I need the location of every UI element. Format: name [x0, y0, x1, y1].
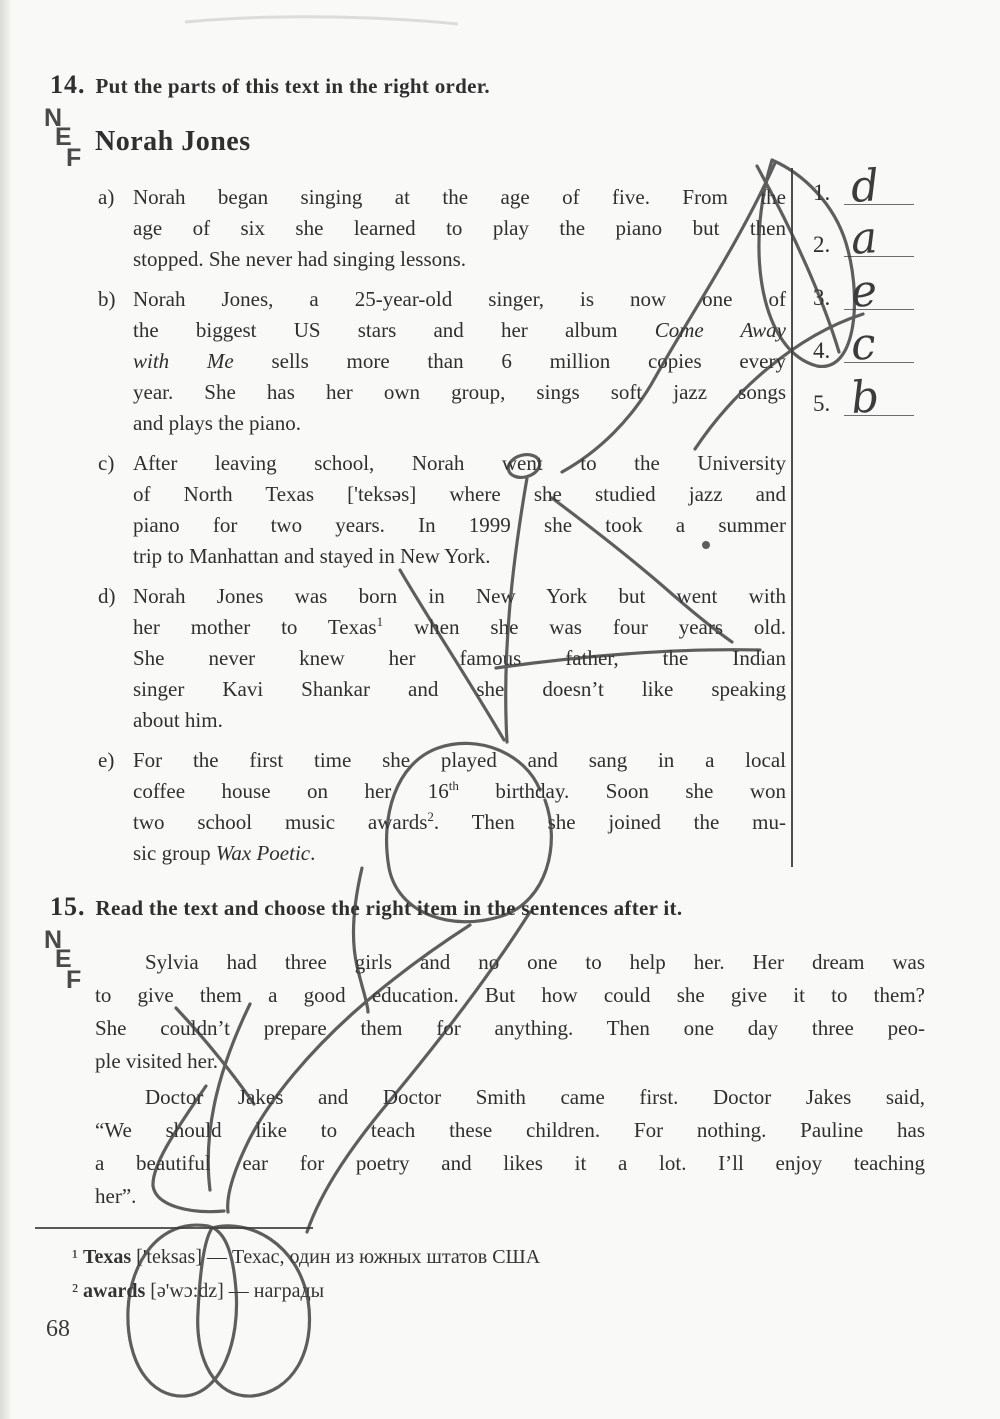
footnote-rule — [35, 1227, 313, 1229]
nef-letter-f: F — [66, 966, 82, 994]
text-line: piano for two years. In 1999 she took a summer — [133, 513, 786, 537]
text-line: her mother to Texas$^1$ when she was four years old. — [133, 614, 786, 639]
story-paragraph — [95, 946, 925, 1078]
text-part-a — [98, 182, 786, 275]
footnote-awards: ² awards [ə'wɔ:dz] — награды — [72, 1280, 325, 1302]
part-text — [133, 284, 786, 439]
text-line: about him. — [133, 708, 223, 732]
text-line: age of six she learned to play the piano but then — [133, 216, 786, 240]
nef-logo — [44, 106, 90, 180]
answer-number: 4. — [813, 338, 831, 363]
text-line: She never knew her famous father, the Indian — [133, 646, 786, 670]
text-line: the biggest US stars and her album Come Away — [133, 318, 786, 342]
text-line: stopped. She never had singing lessons. — [133, 247, 467, 271]
story-heading: Norah Jones — [95, 126, 251, 157]
answer-number: 5. — [813, 391, 831, 416]
text-line: For the first time she played and sang in a local — [133, 748, 786, 772]
answer-number: 2. — [813, 232, 831, 257]
exercise15-number: 15. — [50, 892, 86, 921]
nef-letter-n: N — [44, 926, 63, 954]
part-label: e) — [98, 748, 115, 772]
part-label: b) — [98, 287, 116, 311]
text-line: her”. — [95, 1184, 137, 1208]
story-paragraph — [95, 1081, 925, 1213]
exercise15-story — [95, 946, 925, 1216]
text-line: of North Texas ['teksəs] where she studied jazz and — [133, 482, 786, 506]
text-part-c — [98, 448, 786, 572]
text-line: two school music awards$^2$. Then she joined the mu- — [133, 809, 786, 834]
part-text — [133, 745, 786, 869]
answer-number: 3. — [813, 285, 831, 310]
scan-edge-shade — [0, 0, 12, 1419]
answers-divider-rule — [791, 168, 793, 867]
part-text — [133, 581, 786, 736]
text-line: Norah began singing at the age of five. From the — [133, 185, 786, 209]
exercise15-header — [50, 892, 682, 922]
text-line: year. She has her own group, sings soft jazz songs — [133, 380, 786, 404]
text-line: “We should like to teach these children. For nothing. Pauline has — [95, 1118, 925, 1142]
text-part-e — [98, 745, 786, 869]
part-label: c) — [98, 451, 115, 475]
text-line: trip to Manhattan and stayed in New York. — [133, 544, 491, 568]
handwritten-letter: a — [849, 212, 879, 265]
text-line: Norah Jones was born in New York but went with — [133, 584, 786, 608]
text-line: After leaving school, Norah went to the University — [133, 451, 786, 475]
text-line: She couldn’t prepare them for anything. Then one day three peo- — [95, 1016, 925, 1040]
part-label: a) — [98, 185, 115, 209]
part-text — [133, 448, 786, 572]
handwritten-letter: e — [849, 265, 879, 318]
exercise14-title: Put the parts of this text in the right order. — [95, 74, 490, 98]
scan-smudge — [185, 17, 458, 24]
exercise14-header — [50, 70, 490, 100]
answer-row-1 — [813, 153, 923, 213]
text-line: sic group Wax Poetic. — [133, 841, 316, 865]
text-line: Sylvia had three girls and no one to help her. Her dream was — [145, 950, 925, 974]
footnote-texas: ¹ Texas ['teksas] — Техас, один из южных штатов США — [72, 1246, 541, 1268]
exercise14-parts — [98, 182, 786, 878]
text-line: a beautiful ear for poetry and likes it a lot. I’ll enjoy teaching — [95, 1151, 925, 1175]
nef-logo — [44, 928, 90, 1002]
answer-row-4 — [813, 311, 923, 371]
footnotes — [72, 1240, 540, 1308]
text-line: to give them a good education. But how could she give it to them? — [95, 983, 925, 1007]
text-line: coffee house on her 16th birthday. Soon she won — [133, 778, 786, 803]
handwritten-letter: d — [849, 160, 881, 213]
text-line: Norah Jones, a 25-year-old singer, is now one of — [133, 287, 786, 311]
text-line: Doctor Jakes and Doctor Smith came first. Doctor Jakes said, — [145, 1085, 925, 1109]
exercise15-title: Read the text and choose the right item in the sentences after it. — [95, 896, 683, 920]
exercise14-number: 14. — [50, 70, 86, 99]
nef-letter-e: E — [55, 123, 72, 151]
part-text — [133, 182, 786, 275]
text-line: ple visited her. — [95, 1049, 219, 1073]
text-line: singer Kavi Shankar and she doesn’t like speaking — [133, 677, 786, 701]
answer-row-3 — [813, 258, 923, 318]
answer-number: 1. — [813, 180, 831, 205]
nef-letter-e: E — [55, 945, 72, 973]
nef-letter-n: N — [44, 104, 63, 132]
handwritten-letter: b — [849, 371, 881, 424]
answer-row-5 — [813, 364, 923, 424]
part-label: d) — [98, 584, 116, 608]
text-part-b — [98, 284, 786, 439]
page-number: 68 — [46, 1316, 70, 1342]
nef-letter-f: F — [66, 144, 82, 172]
answer-row-2 — [813, 205, 923, 265]
handwritten-letter: c — [849, 318, 878, 371]
text-line: and plays the piano. — [133, 411, 301, 435]
text-part-d — [98, 581, 786, 736]
text-line: with Me sells more than 6 million copies every — [133, 349, 786, 373]
